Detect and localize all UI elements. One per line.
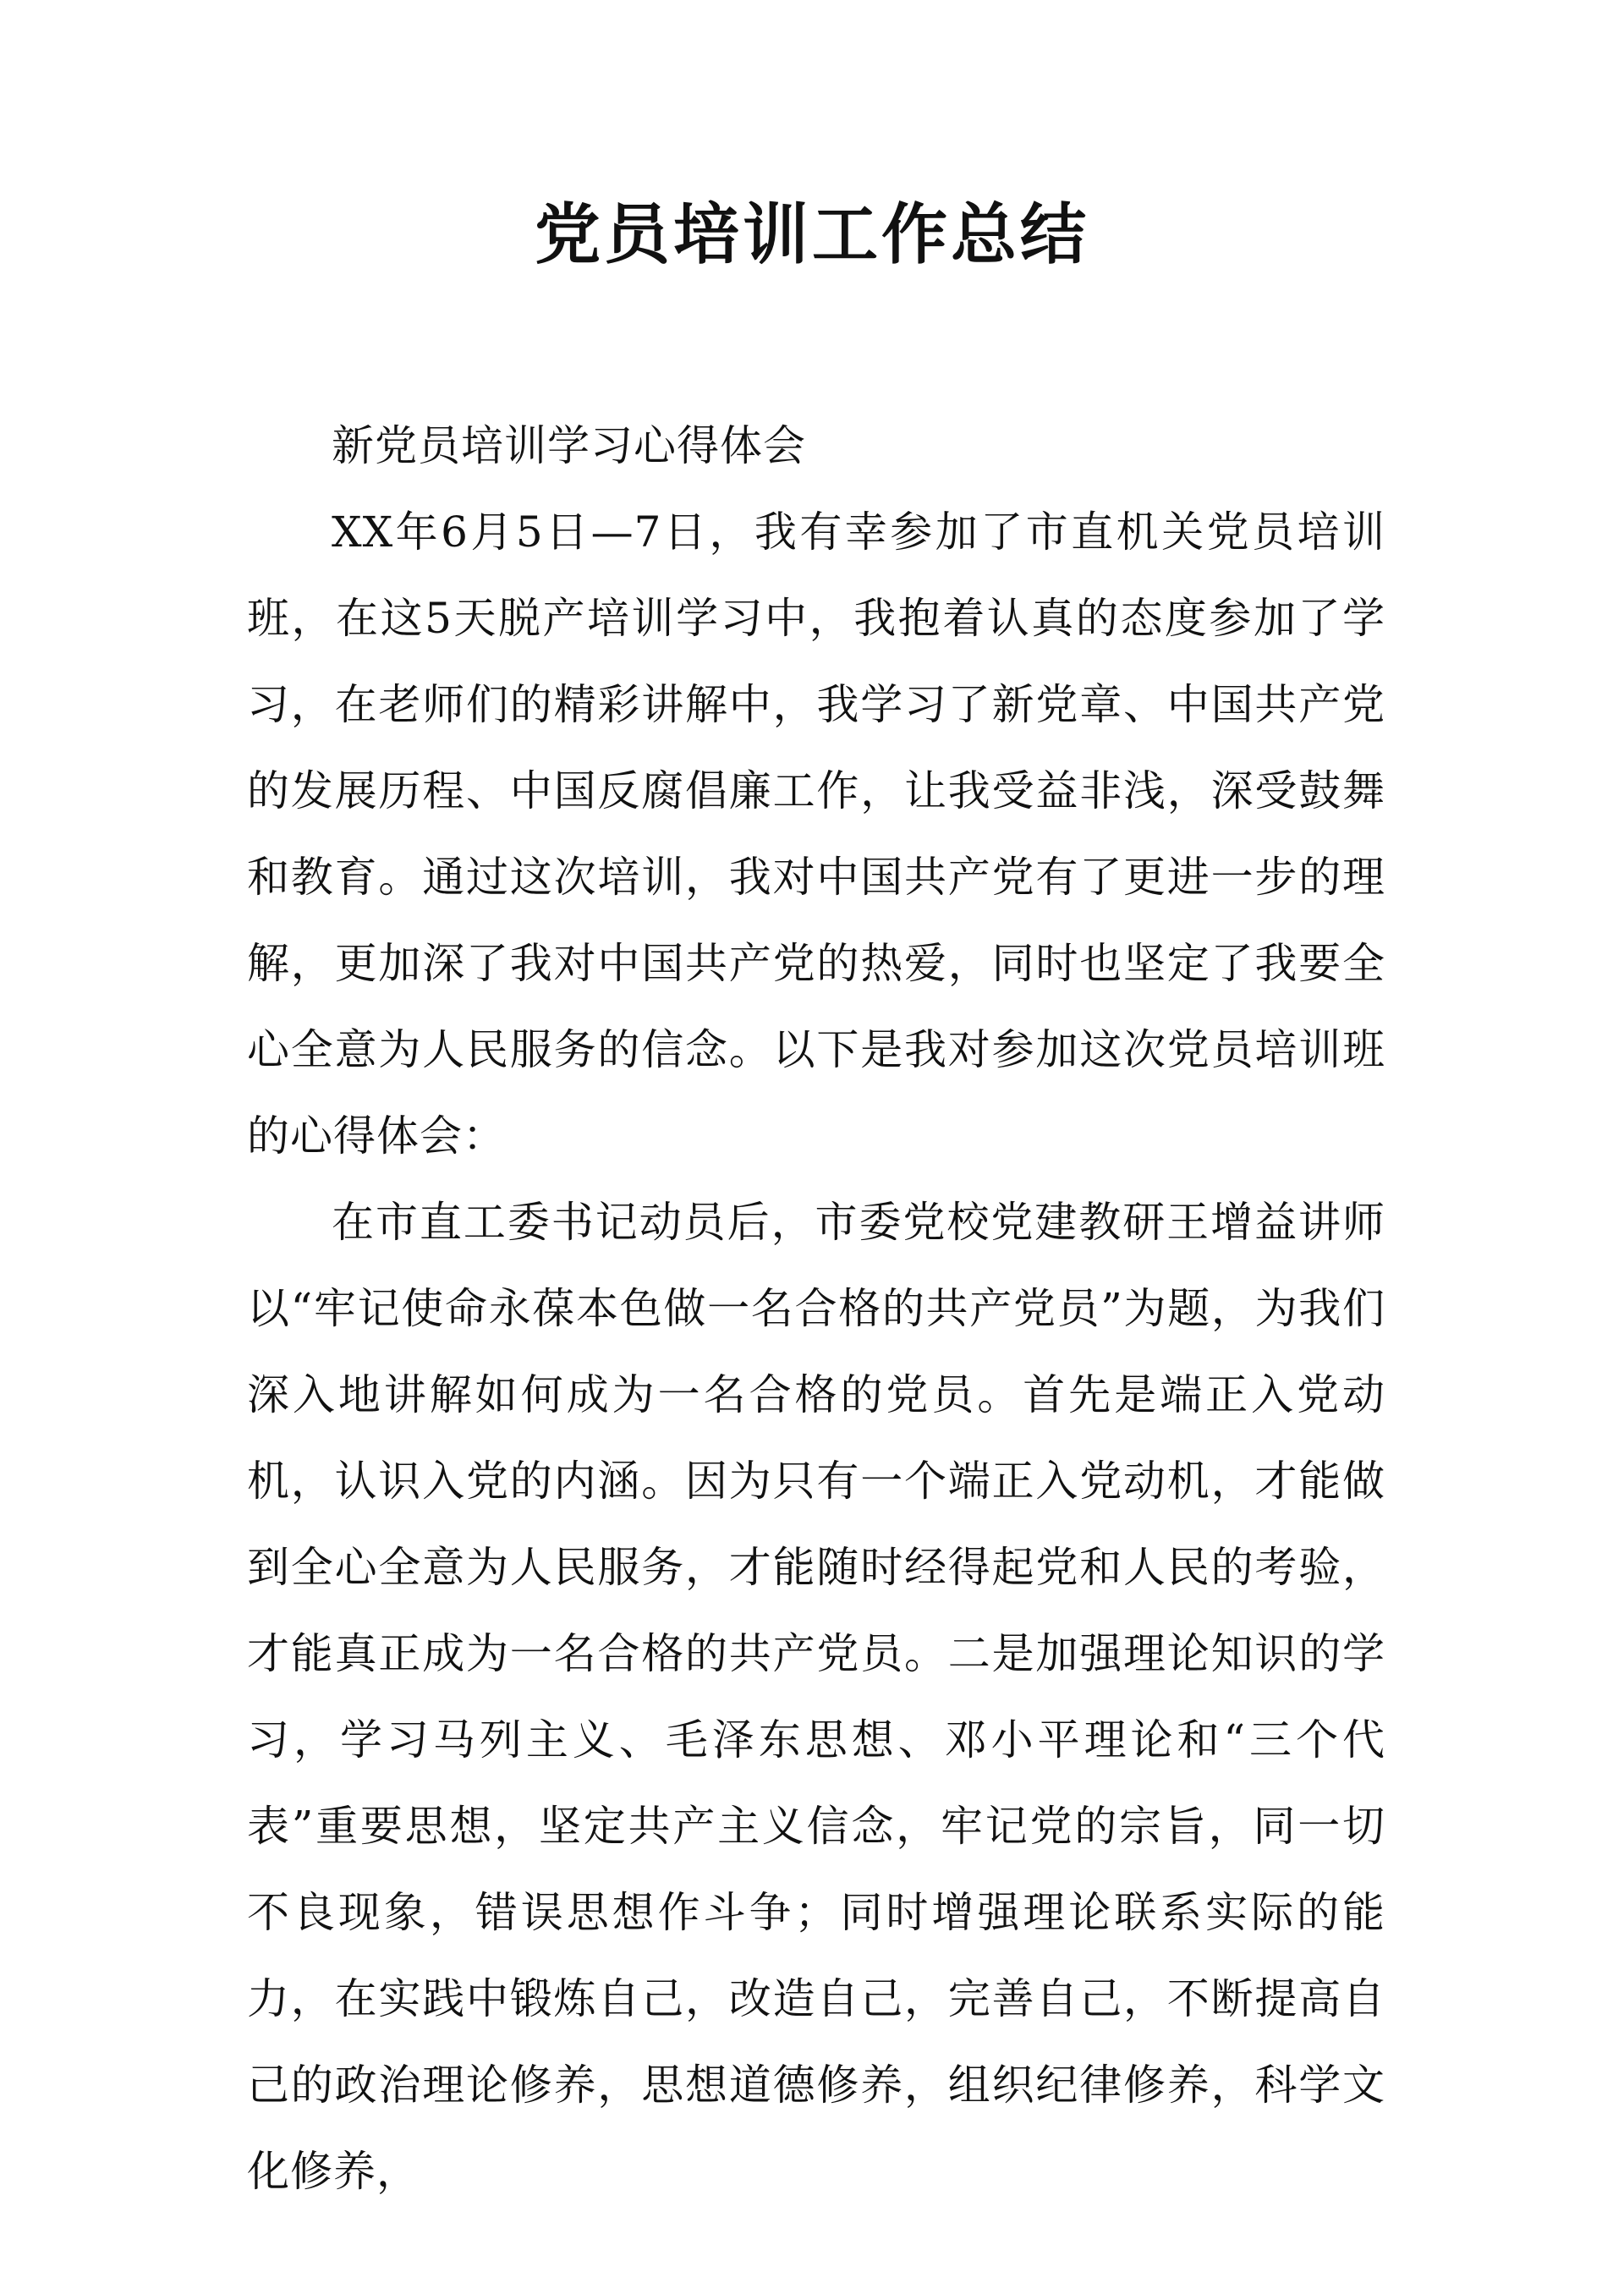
document-subtitle-paragraph: 新党员培训学习心得体会 [332,421,806,470]
document-body [247,403,1385,2214]
document-title: 党员培训工作总结 [534,196,1089,273]
document-paragraph: XX年6月5日—7日，我有幸参加了市直机关党员培训班，在这5天脱产培训学习中，我抱着认真的态度参加了学习，在老师们的精彩讲解中，我学习了新党章、中国共产党的发展历程、中国反腐倡廉工作，让我受益非浅，深受鼓舞和教育。通过这次培训，我对中国共产党有了更进一步的理解，更加深了我对中国共产党的热爱，同时也坚定了我要全心全意为人民服务的信念。以下是我对参加这次党员培训班的心得体会： [247,508,1385,1161]
document-paragraph: 在市直工委书记动员后，市委党校党建教研王增益讲师以“牢记使命永葆本色做一名合格的共产党员”为题，为我们深入地讲解如何成为一名合格的党员。首先是端正入党动机，认识入党的内涵。因为只有一个端正入党动机，才能做到全心全意为人民服务，才能随时经得起党和人民的考验，才能真正成为一名合格的共产党员。二是加强理论知识的学习，学习马列主义、毛泽东思想、邓小平理论和“三个代表”重要思想，坚定共产主义信念，牢记党的宗旨，同一切不良现象，错误思想作斗争；同时增强理论联系实际的能力，在实践中锻炼自己，改造自己，完善自己，不断提高自己的政治理论修养，思想道德修养，组织纪律修养，科学文化修养， [247,1198,1385,2196]
